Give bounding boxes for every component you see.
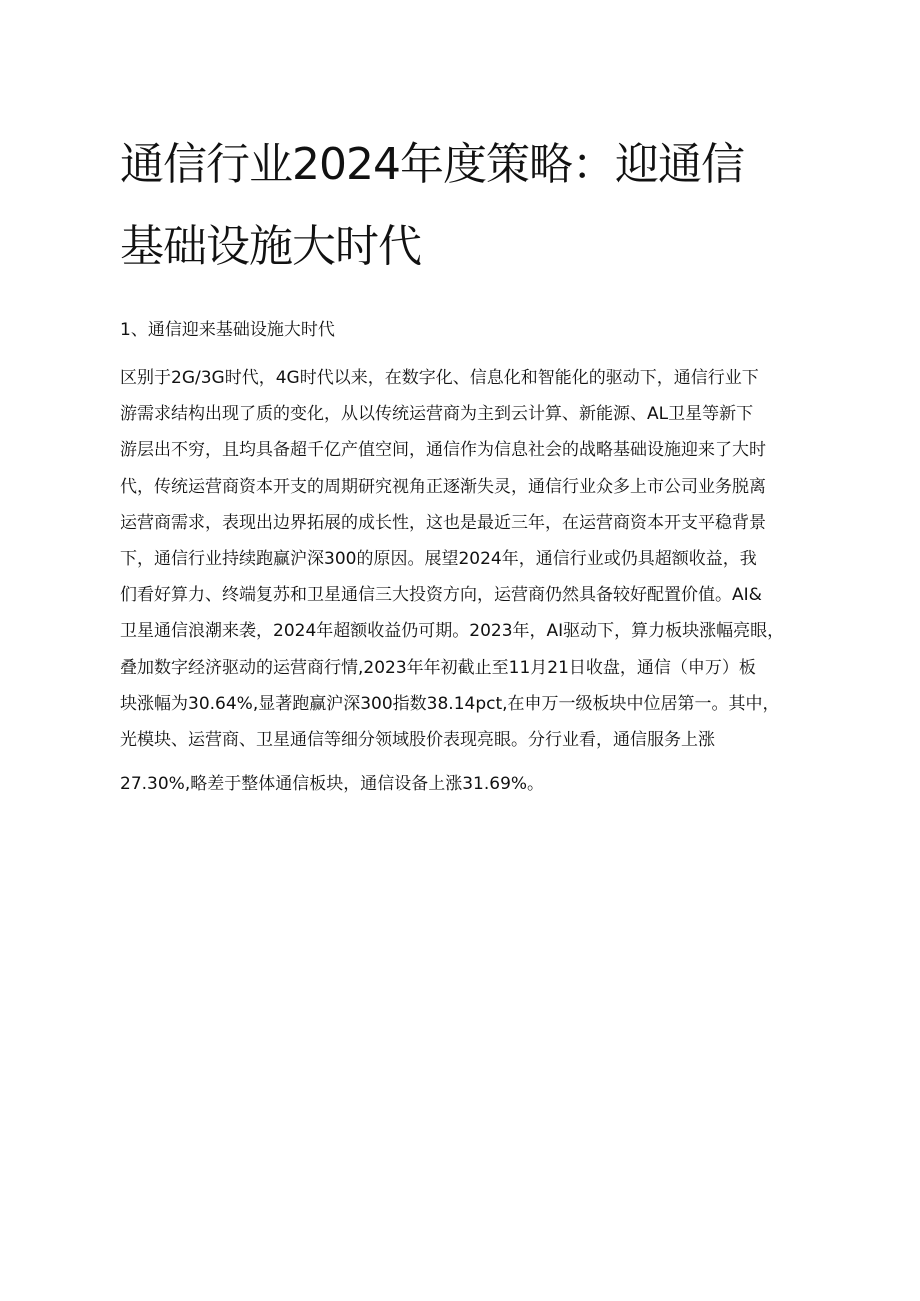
document-title <box>120 124 820 288</box>
paragraph-line: 27.30%,略差于整体通信板块，通信设备上涨31.69%。 <box>120 774 545 795</box>
paragraph-line: 卫星通信浪潮来袭，2024年超额收益仍可期。2023年，AI驱动下，算力板块涨幅亮眼， <box>120 621 785 642</box>
paragraph-line: 代，传统运营商资本开支的周期研究视角正逐渐失灵，通信行业众多上市公司业务脱离 <box>120 476 766 497</box>
paragraph-line: 们看好算力、终端复苏和卫星通信三大投资方向，运营商仍然具备较好配置价值。AI& <box>120 585 762 606</box>
paragraph-line: 块涨幅为30.64%,显著跑赢沪深300指数38.14pct,在申万一级板块中位居第一。其中， <box>120 693 780 714</box>
paragraph-line: 叠加数字经济驱动的运营商行情,2023年年初截止至11月21日收盘，通信（申万）板 <box>120 657 756 678</box>
title-line-1: 通信行业2024年度策略：迎通信 <box>120 139 744 190</box>
section-heading: 1、通信迎来基础设施大时代 <box>120 320 335 340</box>
paragraph-line: 光模块、运营商、卫星通信等细分领域股价表现亮眼。分行业看，通信服务上涨 <box>120 729 715 750</box>
body-paragraph <box>120 362 820 804</box>
paragraph-line: 游层出不穷，且均具备超千亿产值空间，通信作为信息社会的战略基础设施迎来了大时 <box>120 440 766 461</box>
paragraph-line: 区别于2G/3G时代，4G时代以来，在数字化、信息化和智能化的驱动下，通信行业下 <box>120 368 759 388</box>
paragraph-line: 游需求结构出现了质的变化，从以传统运营商为主到云计算、新能源、AL卫星等新下 <box>120 404 754 425</box>
title-line-2: 基础设施大时代 <box>120 221 421 272</box>
paragraph-line: 运营商需求，表现出边界拓展的成长性，这也是最近三年，在运营商资本开支平稳背景 <box>120 512 766 533</box>
paragraph-line: 下，通信行业持续跑赢沪深300的原因。展望2024年，通信行业或仍具超额收益，我 <box>120 548 757 569</box>
